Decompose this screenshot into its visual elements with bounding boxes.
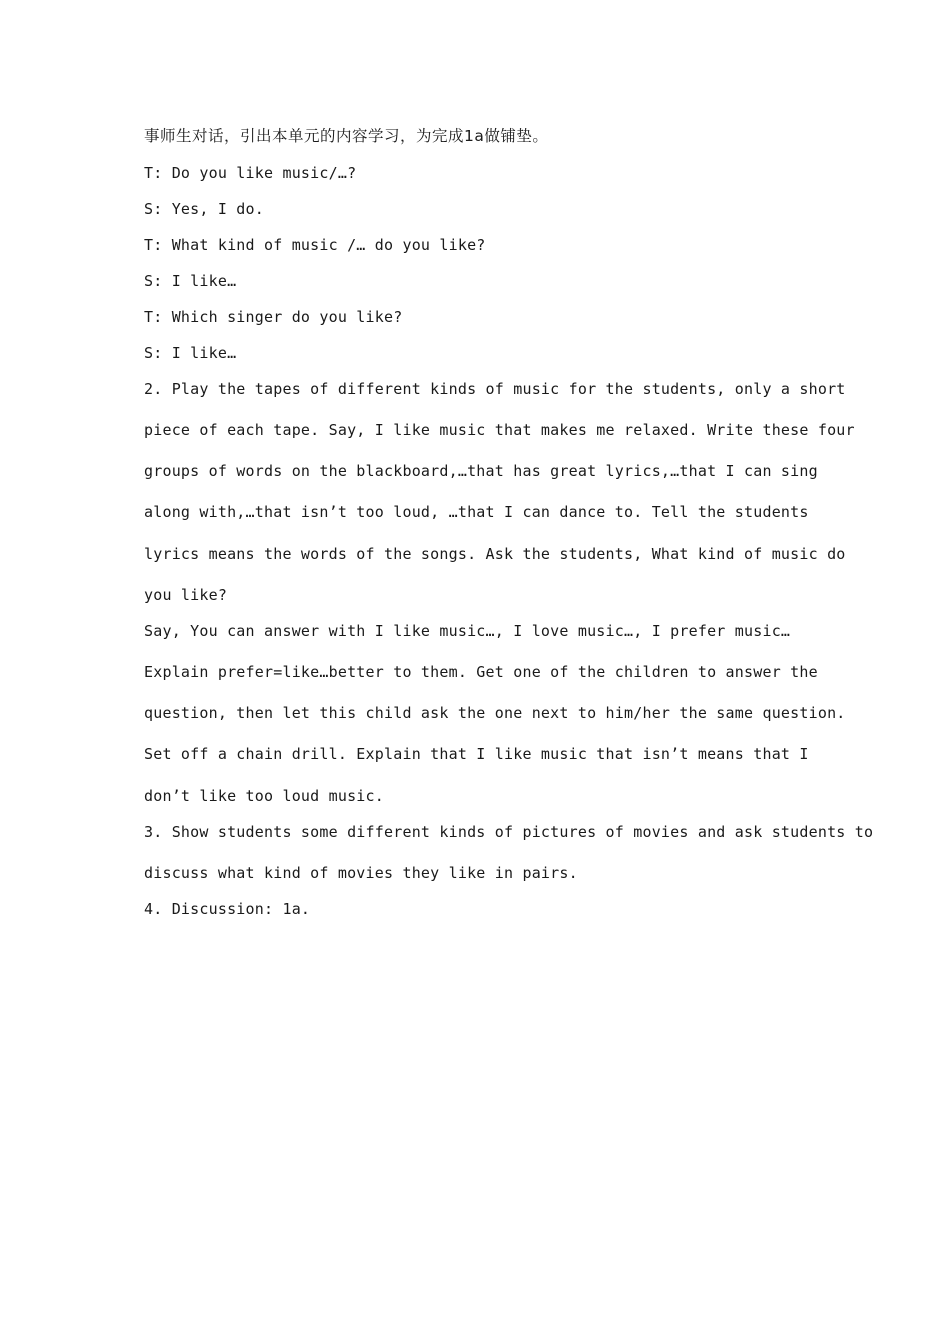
dialogue-line-student-3: S: I like…	[144, 344, 237, 362]
step-2-line-2: piece of each tape. Say, I like music that makes me relaxed. Write these four	[144, 421, 855, 439]
step-4-line: 4. Discussion: 1a.	[144, 900, 311, 918]
dialogue-line-teacher-2: T: What kind of music /… do you like?	[144, 236, 486, 254]
step-2-line-4: along with,…that isn’t too loud, …that I can dance to. Tell the students	[144, 503, 809, 521]
step-3-line-2: discuss what kind of movies they like in pairs.	[144, 864, 578, 882]
dialogue-line-student-1: S: Yes, I do.	[144, 200, 264, 218]
step-2-line-6: you like?	[144, 586, 228, 604]
step-3-line-1: 3. Show students some different kinds of pictures of movies and ask students to	[144, 823, 874, 841]
dialogue-line-student-2: S: I like…	[144, 272, 237, 290]
say-line-3: question, then let this child ask the one next to him/her the same question.	[144, 704, 846, 722]
step-2-line-1: 2. Play the tapes of different kinds of music for the students, only a short	[144, 380, 846, 398]
dialogue-line-teacher-1: T: Do you like music/…?	[144, 164, 357, 182]
intro-chinese-line: 事师生对话，引出本单元的内容学习，为完成1a做铺垫。	[144, 127, 549, 145]
dialogue-line-teacher-3: T: Which singer do you like?	[144, 308, 403, 326]
say-line-5: don’t like too loud music.	[144, 787, 384, 805]
say-line-4: Set off a chain drill. Explain that I like music that isn’t means that I	[144, 745, 809, 763]
step-2-line-5: lyrics means the words of the songs. Ask the students, What kind of music do	[144, 545, 846, 563]
step-2-line-3: groups of words on the blackboard,…that has great lyrics,…that I can sing	[144, 462, 818, 480]
say-line-1: Say, You can answer with I like music…, I love music…, I prefer music…	[144, 622, 791, 640]
say-line-2: Explain prefer=like…better to them. Get one of the children to answer the	[144, 663, 818, 681]
